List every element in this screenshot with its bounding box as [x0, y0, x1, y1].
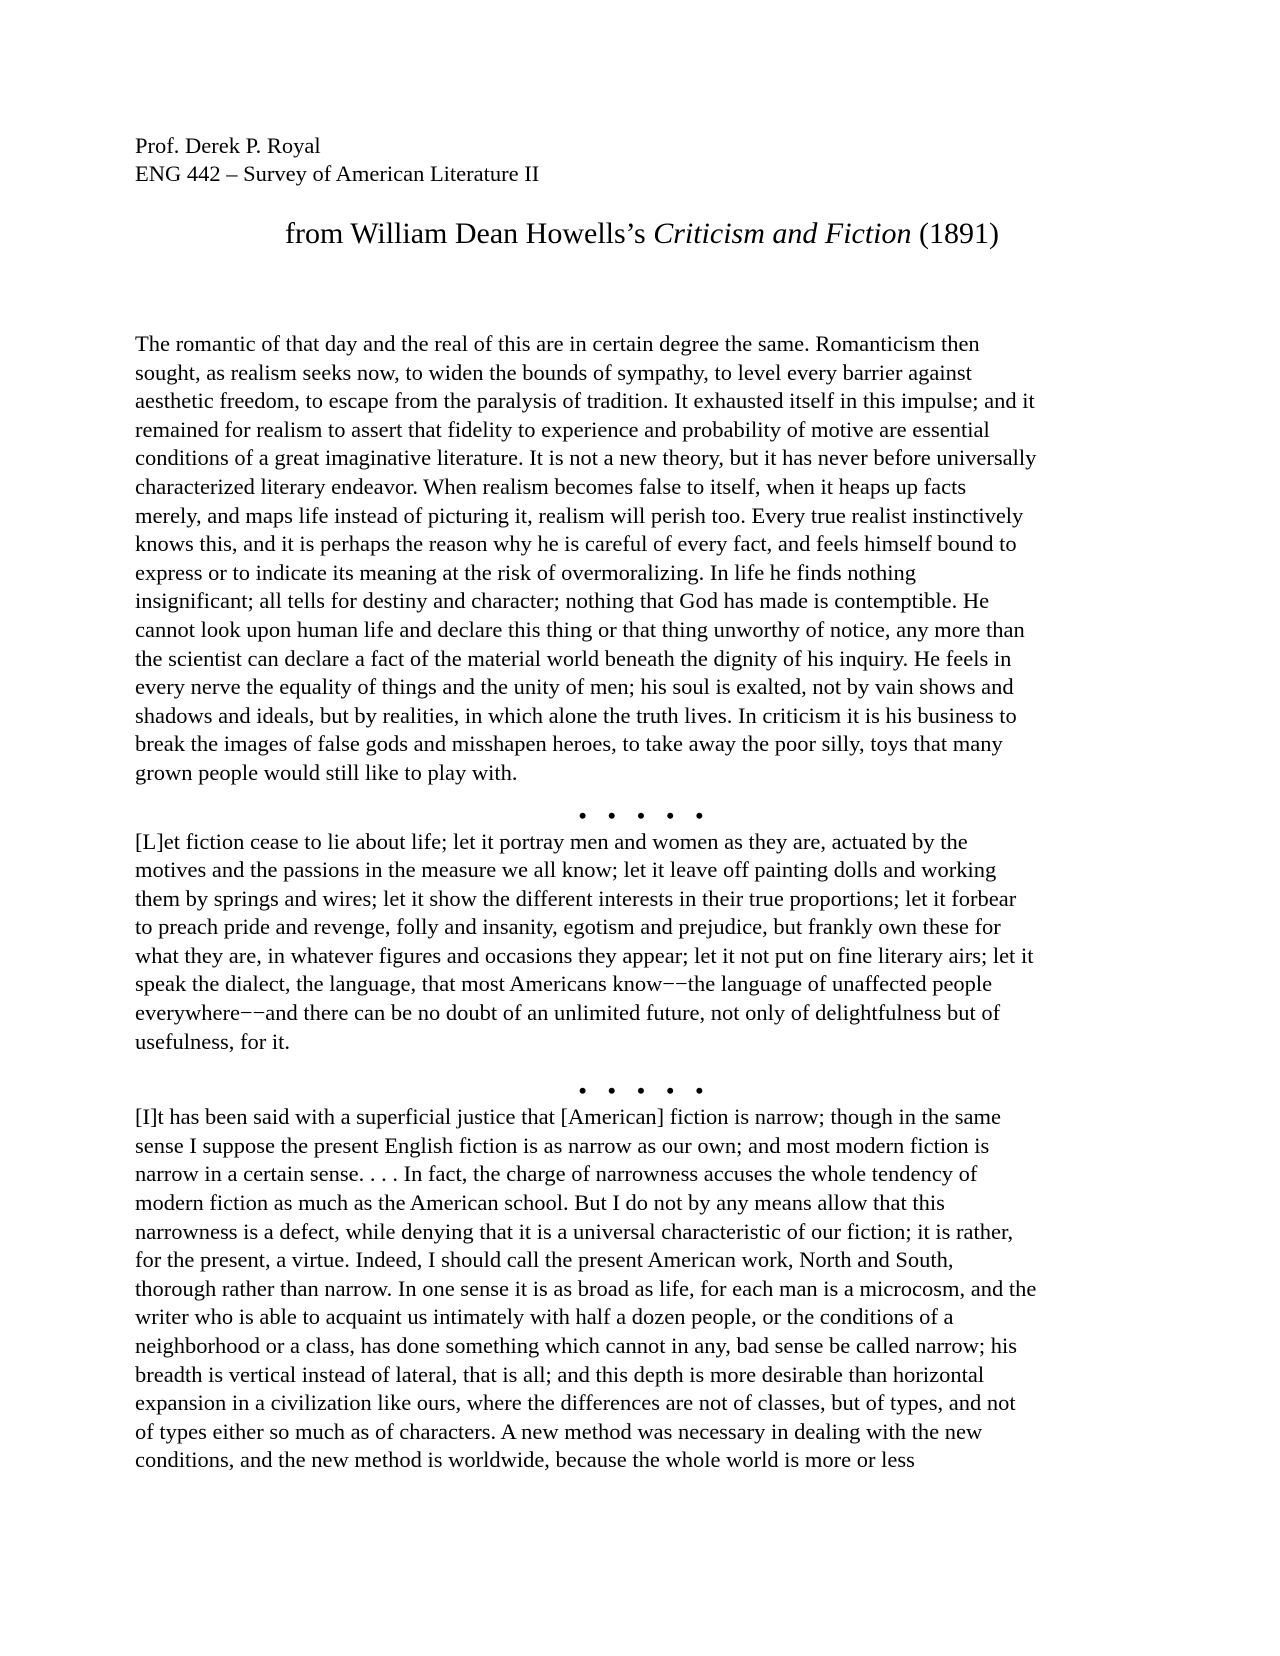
- paragraph-line: conditions of a great imaginative literature. It is not a new theory, but it has never before universally: [135, 445, 1037, 471]
- title-suffix: (1891): [911, 217, 999, 250]
- paragraph-line: modern fiction as much as the American school. But I do not by any means allow that this: [135, 1190, 945, 1216]
- paragraph-line: The romantic of that day and the real of this are in certain degree the same. Romanticism then: [135, 331, 980, 356]
- paragraph-line: the scientist can declare a fact of the material world beneath the dignity of his inquiry. He feels in: [135, 645, 1012, 671]
- paragraph-line: what they are, in whatever figures and occasions they appear; let it not put on fine literary airs; let it: [135, 942, 1034, 968]
- paragraph-line: to preach pride and revenge, folly and insanity, egotism and prejudice, but frankly own these for: [135, 914, 1001, 940]
- paragraph-2: [135, 828, 1145, 1057]
- paragraph-line: writer who is able to acquaint us intimately with half a dozen people, or the conditions of a: [135, 1304, 954, 1330]
- title-prefix: from William Dean Howells’s: [285, 217, 654, 250]
- paragraph-line: for the present, a virtue. Indeed, I should call the present American work, North and South,: [135, 1247, 954, 1273]
- paragraph-line: everywhere−−and there can be no doubt of an unlimited future, not only of delightfulness but of: [135, 1000, 1001, 1026]
- paragraph-line: usefulness, for it.: [135, 1028, 290, 1054]
- paragraph-line: merely, and maps life instead of picturing it, realism will perish too. Every true realist instinctively: [135, 502, 1024, 528]
- paragraph-line: of types either so much as of characters. A new method was necessary in dealing with the new: [135, 1418, 983, 1444]
- paragraph-line: speak the dialect, the language, that most Americans know−−the language of unaffected people: [135, 971, 993, 997]
- paragraph-3: [135, 1103, 1145, 1475]
- paragraph-line: break the images of false gods and misshapen heroes, to take away the poor silly, toys that many: [135, 731, 1003, 757]
- paragraph-line: express or to indicate its meaning at the risk of overmoralizing. In life he finds nothing: [135, 559, 917, 585]
- paragraph-line: expansion in a civilization like ours, where the differences are not of classes, but of types, and not: [135, 1390, 1016, 1416]
- paragraph-line: breadth is vertical instead of lateral, that is all; and this depth is more desirable than horizontal: [135, 1361, 985, 1387]
- paragraph-line: grown people would still like to play with.: [135, 759, 518, 785]
- paragraph-line: sense I suppose the present English fiction is as narrow as our own; and most modern fiction is: [135, 1132, 990, 1158]
- paragraph-line: [L]et fiction cease to lie about life; let it portray men and women as they are, actuated by the: [135, 828, 968, 854]
- paragraph-line: [I]t has been said with a superficial justice that [American] fiction is narrow; though in the same: [135, 1104, 1001, 1130]
- paragraph-line: narrow in a certain sense. . . . In fact, the charge of narrowness accuses the whole tendency of: [135, 1161, 978, 1187]
- paragraph-line: them by springs and wires; let it show the different interests in their true proportions; let it forbear: [135, 885, 1017, 911]
- paragraph-line: every nerve the equality of things and the unity of men; his soul is exalted, not by vain shows and: [135, 674, 1014, 700]
- author-line: Prof. Derek P. Royal: [135, 133, 321, 158]
- paragraph-line: knows this, and it is perhaps the reason why he is careful of every fact, and feels himself bound to: [135, 531, 1017, 557]
- section-separator: • • • • •: [578, 1078, 712, 1104]
- document-page: [135, 132, 1145, 1475]
- paragraph-line: cannot look upon human life and declare this thing or that thing unworthy of notice, any more than: [135, 616, 1025, 642]
- paragraph-line: conditions, and the new method is worldwide, because the whole world is more or less: [135, 1447, 915, 1473]
- document-title: [135, 214, 1145, 254]
- paragraph-1: [135, 330, 1145, 788]
- title-italic: Criticism and Fiction: [653, 217, 912, 250]
- paragraph-line: motives and the passions in the measure we all know; let it leave off painting dolls and working: [135, 857, 997, 883]
- paragraph-line: narrowness is a defect, while denying that it is a universal characteristic of our fiction; it is rather,: [135, 1218, 1014, 1244]
- paragraph-line: thorough rather than narrow. In one sense it is as broad as life, for each man is a microcosm, and the: [135, 1275, 1037, 1301]
- paragraph-line: insignificant; all tells for destiny and character; nothing that God has made is contemptible. He: [135, 588, 990, 614]
- paragraph-line: characterized literary endeavor. When realism becomes false to itself, when it heaps up facts: [135, 473, 967, 499]
- paragraph-line: remained for realism to assert that fidelity to experience and probability of motive are essential: [135, 416, 990, 442]
- section-separator: • • • • •: [578, 802, 712, 828]
- paragraph-line: neighborhood or a class, has done something which cannot in any, bad sense be called narrow; his: [135, 1333, 1018, 1358]
- paragraph-line: aesthetic freedom, to escape from the paralysis of tradition. It exhausted itself in this impulse; and it: [135, 388, 1035, 414]
- paragraph-line: sought, as realism seeks now, to widen the bounds of sympathy, to level every barrier against: [135, 359, 972, 385]
- paragraph-line: shadows and ideals, but by realities, in which alone the truth lives. In criticism it is his business to: [135, 702, 1017, 728]
- course-line: ENG 442 – Survey of American Literature II: [135, 161, 540, 186]
